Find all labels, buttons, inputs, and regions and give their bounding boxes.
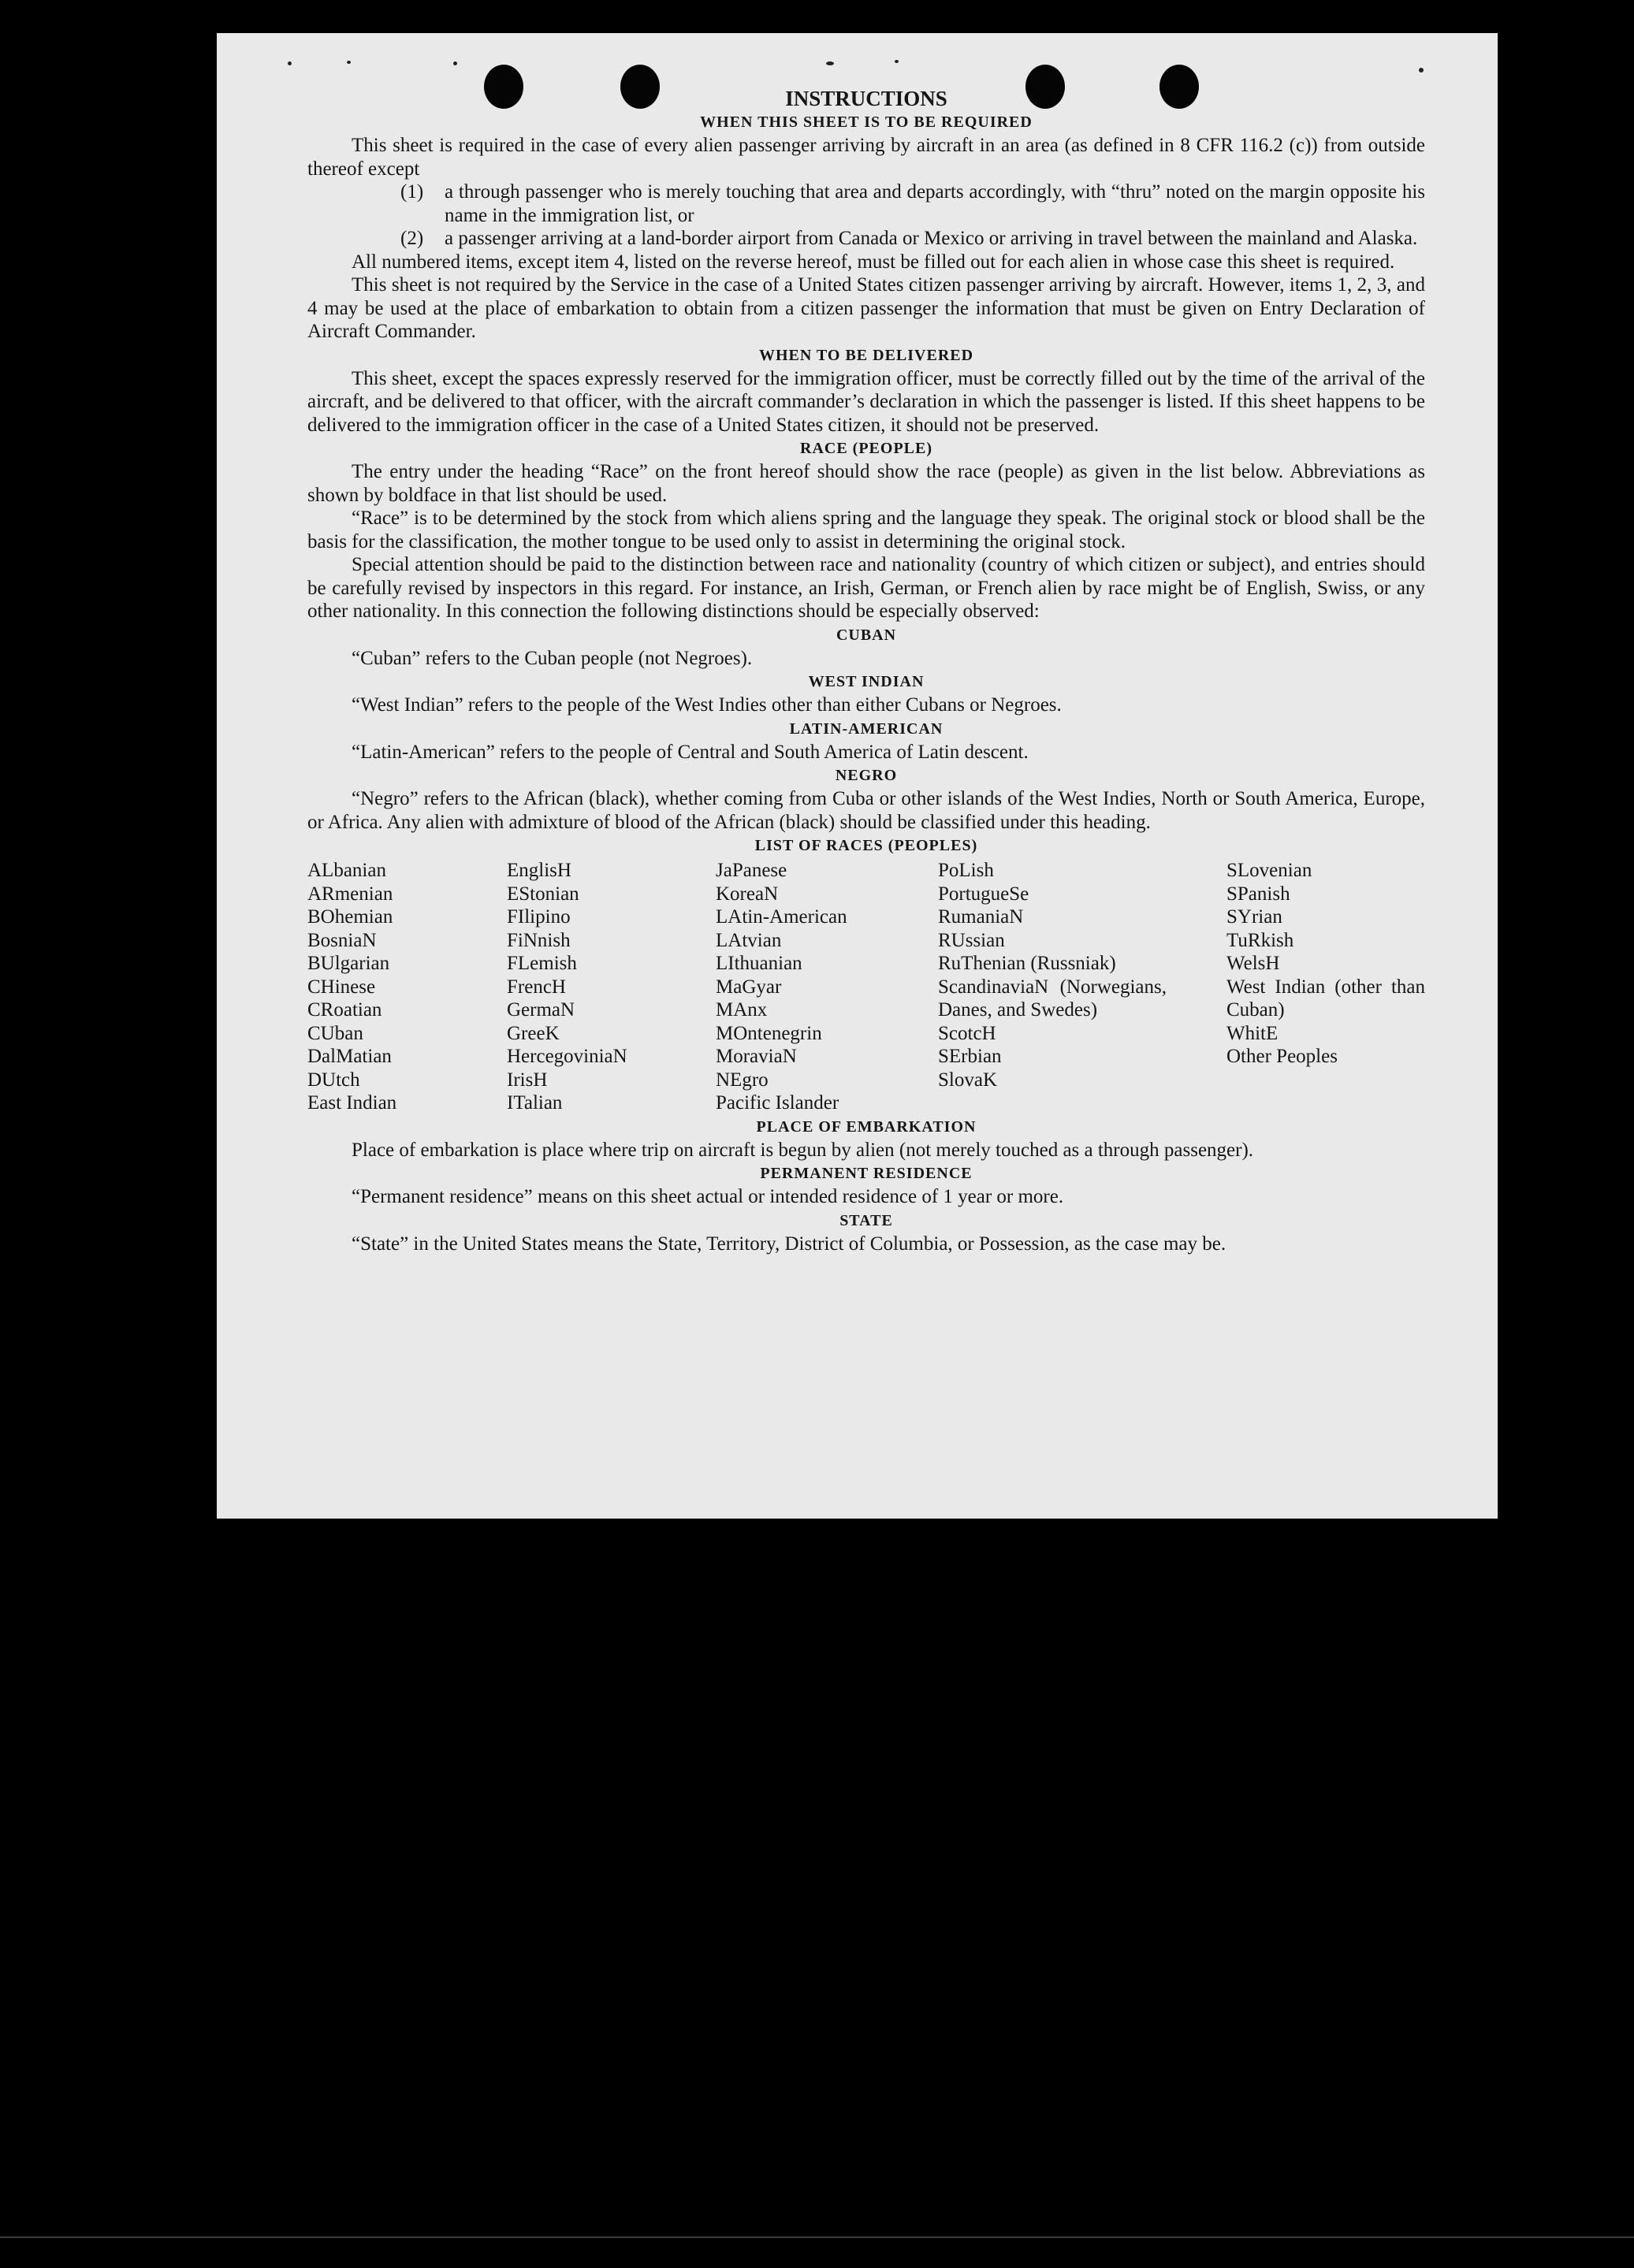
race-list xyxy=(307,859,1425,1115)
paragraph-numbered-items: All numbered items, except item 4, listed on the reverse hereof, must be filled out for each alien in whose case this sheet is required. xyxy=(352,251,1395,273)
exception-item-2 xyxy=(400,227,1425,251)
race-entry: SPanish xyxy=(1226,883,1290,905)
scan-speck xyxy=(826,61,834,65)
heading-latin-american: LATIN-AMERICAN xyxy=(789,719,944,738)
race-entry: FLemish xyxy=(507,953,577,974)
race-entry: MoraviaN xyxy=(716,1046,797,1067)
race-entry: RUssian xyxy=(938,929,1005,951)
race-entry: MaGyar xyxy=(716,976,782,998)
race-entry: JaPanese xyxy=(716,860,787,881)
race-entry: KoreaN xyxy=(716,883,779,905)
item-text: a passenger arriving at a land-border airport from Canada or Mexico or arriving in travel between the mainland and Alaska. xyxy=(445,228,1418,249)
race-entry: CUban xyxy=(307,1022,363,1044)
race-column-4 xyxy=(938,859,1226,1115)
heading-list-of-races: LIST OF RACES (PEOPLES) xyxy=(754,837,978,854)
scan-speck xyxy=(288,61,292,65)
race-entry: IrisH xyxy=(507,1069,548,1091)
race-entry: ARmenian xyxy=(307,883,393,905)
race-entry: WelsH xyxy=(1226,953,1280,974)
scan-speck xyxy=(1419,68,1424,73)
race-entry: EStonian xyxy=(507,883,579,905)
race-entry: HercegoviniaN xyxy=(507,1046,627,1067)
paragraph-citizen: This sheet is not required by the Service in the case of a United States citizen passenger arriving by aircraft. However, items 1, 2, 3, and 4 may be used at the place of embarkation to obtain from a citizen passenger the information that must be given on Entry Declaration of Aircraft Commander. xyxy=(307,274,1425,342)
document-sheet xyxy=(217,33,1498,1519)
race-entry: Pacific Islander xyxy=(716,1092,839,1114)
paragraph-residence: “Permanent residence” means on this sheet actual or intended residence of 1 year or more. xyxy=(352,1186,1064,1207)
paragraph-race-definition: “Race” is to be determined by the stock from which aliens spring and the language they speak. The original stock or blood shall be the basis for the classification, the mother tongue to be used only to assist in determining the original stock. xyxy=(307,508,1425,552)
race-column-2 xyxy=(507,859,716,1115)
race-entry: West Indian (other than Cuban) xyxy=(1226,976,1425,1021)
race-entry: WhitE xyxy=(1226,1022,1279,1044)
paragraph-race-nationality: Special attention should be paid to the distinction between race and nationality (country of which citizen or subject), and entries should be carefully revised by inspectors in this regard. For instance, an Irish, German, or French alien by race might be of English, Swiss, or any other nationality. In this connection the following distinctions should be especially observed: xyxy=(307,554,1425,622)
heading-race: RACE (PEOPLE) xyxy=(800,440,932,457)
race-entry: PortugueSe xyxy=(938,883,1029,905)
scan-speck xyxy=(453,61,457,65)
item-number: (1) xyxy=(400,181,424,203)
race-entry: ScotcH xyxy=(938,1022,996,1044)
race-entry: EnglisH xyxy=(507,860,571,881)
race-entry: East Indian xyxy=(307,1092,397,1114)
race-entry: SlovaK xyxy=(938,1069,997,1091)
race-entry: SErbian xyxy=(938,1046,1002,1067)
paragraph-latin-american: “Latin-American” refers to the people of Central and South America of Latin descent. xyxy=(352,741,1029,763)
race-entry: LIthuanian xyxy=(716,953,802,974)
heading-permanent-residence: PERMANENT RESIDENCE xyxy=(760,1165,973,1182)
race-entry: TuRkish xyxy=(1226,929,1294,951)
paragraph-embarkation: Place of embarkation is place where trip on aircraft is begun by alien (not merely touched as a through passenger). xyxy=(352,1139,1254,1161)
race-entry: ALbanian xyxy=(307,860,386,881)
race-entry: MOntenegrin xyxy=(716,1022,822,1044)
race-entry: FIlipino xyxy=(507,906,571,928)
race-entry: DalMatian xyxy=(307,1046,392,1067)
race-entry: CHinese xyxy=(307,976,376,998)
paragraph-race-entry: The entry under the heading “Race” on the front hereof should show the race (people) as given in the list below. Abbreviations as shown by boldface in that list should be used. xyxy=(307,461,1425,506)
paragraph-intro: This sheet is required in the case of every alien passenger arriving by aircraft in an area (as defined in 8 CFR 116.2 (c)) from outside thereof except xyxy=(307,135,1425,180)
race-entry: FrencH xyxy=(507,976,566,998)
heading-cuban: CUBAN xyxy=(836,626,897,644)
race-entry: BosniaN xyxy=(307,929,377,951)
race-entry: PoLish xyxy=(938,860,994,881)
scan-speck xyxy=(347,61,351,64)
race-entry: GreeK xyxy=(507,1022,560,1044)
item-text: a through passenger who is merely touching that area and departs accordingly, with “thru” noted on the margin opposite his name in the immigration list, or xyxy=(445,181,1425,226)
paragraph-negro: “Negro” refers to the African (black), whether coming from Cuba or other islands of the West Indies, North or South America, Europe, or Africa. Any alien with admixture of blood of the African (black) should be classified under this heading. xyxy=(307,788,1425,833)
scanner-edge-line xyxy=(0,2236,1634,2238)
instructions-content xyxy=(307,87,1425,1255)
race-entry: MAnx xyxy=(716,999,768,1021)
heading-negro: NEGRO xyxy=(835,767,898,784)
paragraph-delivery: This sheet, except the spaces expressly reserved for the immigration officer, must be correctly filled out by the time of the arrival of the aircraft, and be delivered to that officer, with the aircraft commander’s declaration in which the passenger is listed. If this sheet happens to be delivered to the immigration officer in the case of a United States citizen, it should not be preserved. xyxy=(307,367,1425,436)
race-entry: LAtvian xyxy=(716,929,782,951)
race-column-1 xyxy=(307,859,507,1115)
paragraph-cuban: “Cuban” refers to the Cuban people (not Negroes). xyxy=(352,647,753,669)
race-entry: LAtin-American xyxy=(716,906,847,928)
race-entry: NEgro xyxy=(716,1069,769,1091)
paragraph-state: “State” in the United States means the State, Territory, District of Columbia, or Possession, as the case may be. xyxy=(352,1233,1226,1255)
scan-speck xyxy=(895,60,899,63)
race-entry: DUtch xyxy=(307,1069,360,1091)
heading-when-required: WHEN THIS SHEET IS TO BE REQUIRED xyxy=(700,113,1033,131)
page-title: INSTRUCTIONS xyxy=(785,87,947,110)
item-number: (2) xyxy=(400,228,424,249)
race-entry: CRoatian xyxy=(307,999,382,1021)
race-entry: ScandinaviaN (Norwegians, Danes, and Swedes) xyxy=(938,976,1167,1021)
race-entry: ITalian xyxy=(507,1092,563,1114)
race-entry: RuThenian (Russniak) xyxy=(938,953,1116,974)
race-entry: SLovenian xyxy=(1226,860,1312,881)
exception-item-1 xyxy=(400,180,1425,227)
heading-embarkation: PLACE OF EMBARKATION xyxy=(756,1117,977,1136)
heading-west-indian: WEST INDIAN xyxy=(808,673,925,690)
heading-when-delivered: WHEN TO BE DELIVERED xyxy=(758,346,974,364)
race-entry: SYrian xyxy=(1226,906,1282,928)
race-entry: BOhemian xyxy=(307,906,393,928)
heading-state: STATE xyxy=(839,1211,893,1229)
race-entry: Other Peoples xyxy=(1226,1046,1338,1067)
race-column-3 xyxy=(716,859,938,1115)
race-entry: FiNnish xyxy=(507,929,571,951)
race-entry: BUlgarian xyxy=(307,953,390,974)
race-entry: GermaN xyxy=(507,999,575,1021)
race-column-5 xyxy=(1226,859,1425,1115)
paragraph-west-indian: “West Indian” refers to the people of the West Indies other than either Cubans or Negroes. xyxy=(352,694,1062,716)
race-entry: RumaniaN xyxy=(938,906,1024,928)
